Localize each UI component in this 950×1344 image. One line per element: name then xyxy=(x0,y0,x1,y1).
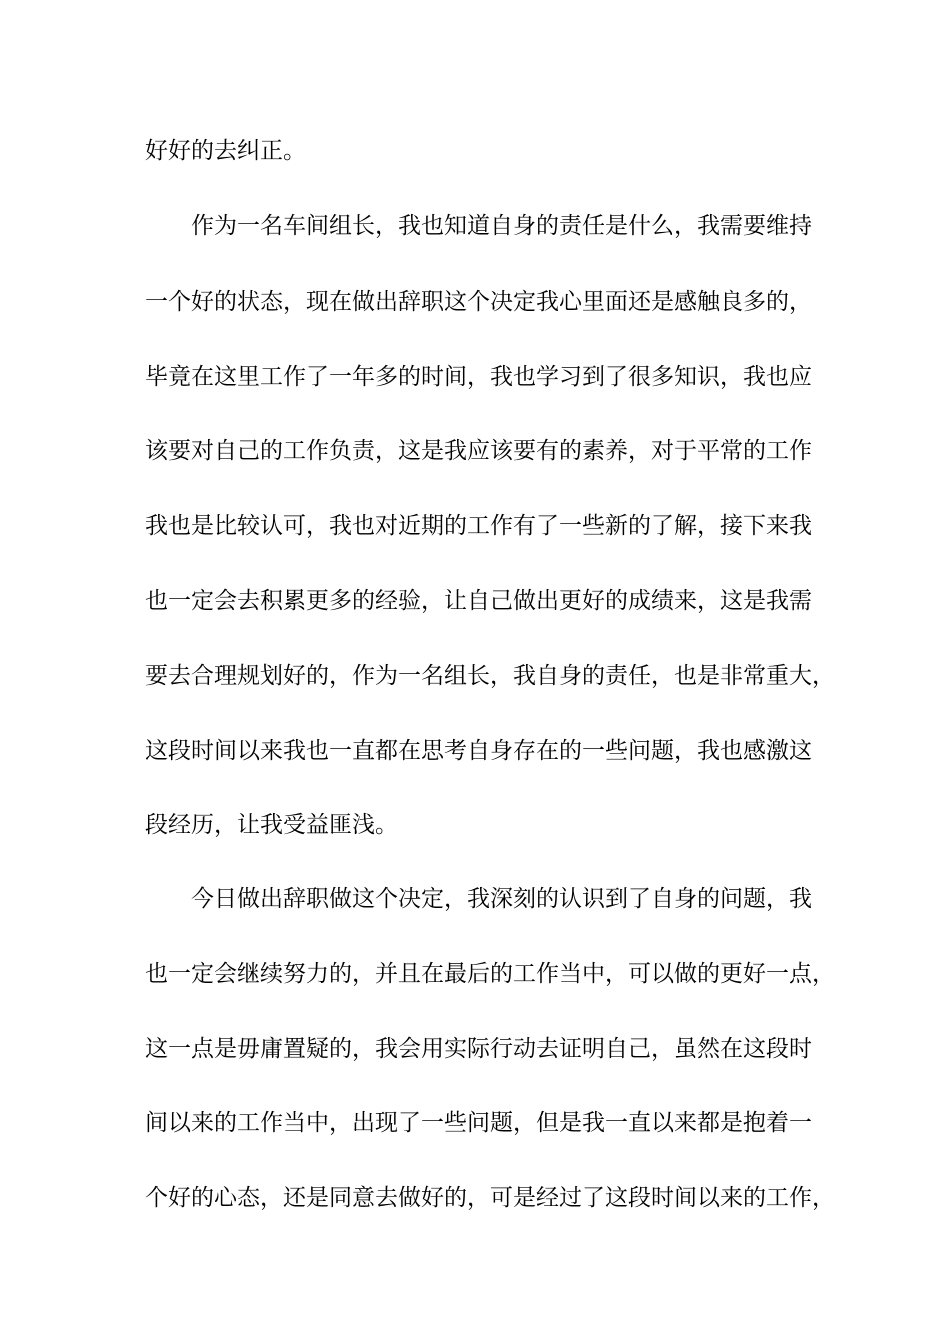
text-line: 也一定会继续努力的，并且在最后的工作当中，可以做的更好一点， xyxy=(145,961,835,987)
text-line: 好好的去纠正。 xyxy=(145,138,306,164)
text-line: 该要对自己的工作负责，这是我应该要有的素养，对于平常的工作 xyxy=(145,438,812,464)
text-line: 毕竟在这里工作了一年多的时间，我也学习到了很多知识，我也应 xyxy=(145,364,812,390)
paragraph-first-line: 作为一名车间组长，我也知道自身的责任是什么，我需要维持 xyxy=(191,213,812,239)
text-line: 一个好的状态，现在做出辞职这个决定我心里面还是感触良多的， xyxy=(145,289,812,315)
text-line: 段经历，让我受益匪浅。 xyxy=(145,812,398,838)
paragraph-first-line: 今日做出辞职做这个决定，我深刻的认识到了自身的问题，我 xyxy=(191,886,812,912)
text-line: 间以来的工作当中，出现了一些问题，但是我一直以来都是抱着一 xyxy=(145,1110,812,1136)
text-line: 个好的心态，还是同意去做好的，可是经过了这段时间以来的工作， xyxy=(145,1185,835,1211)
text-line: 这一点是毋庸置疑的，我会用实际行动去证明自己，虽然在这段时 xyxy=(145,1036,812,1062)
text-line: 要去合理规划好的，作为一名组长，我自身的责任，也是非常重大， xyxy=(145,663,835,689)
text-line: 我也是比较认可，我也对近期的工作有了一些新的了解，接下来我 xyxy=(145,513,812,539)
text-line: 也一定会去积累更多的经验，让自己做出更好的成绩来，这是我需 xyxy=(145,588,812,614)
text-line: 这段时间以来我也一直都在思考自身存在的一些问题，我也感激这 xyxy=(145,738,812,764)
